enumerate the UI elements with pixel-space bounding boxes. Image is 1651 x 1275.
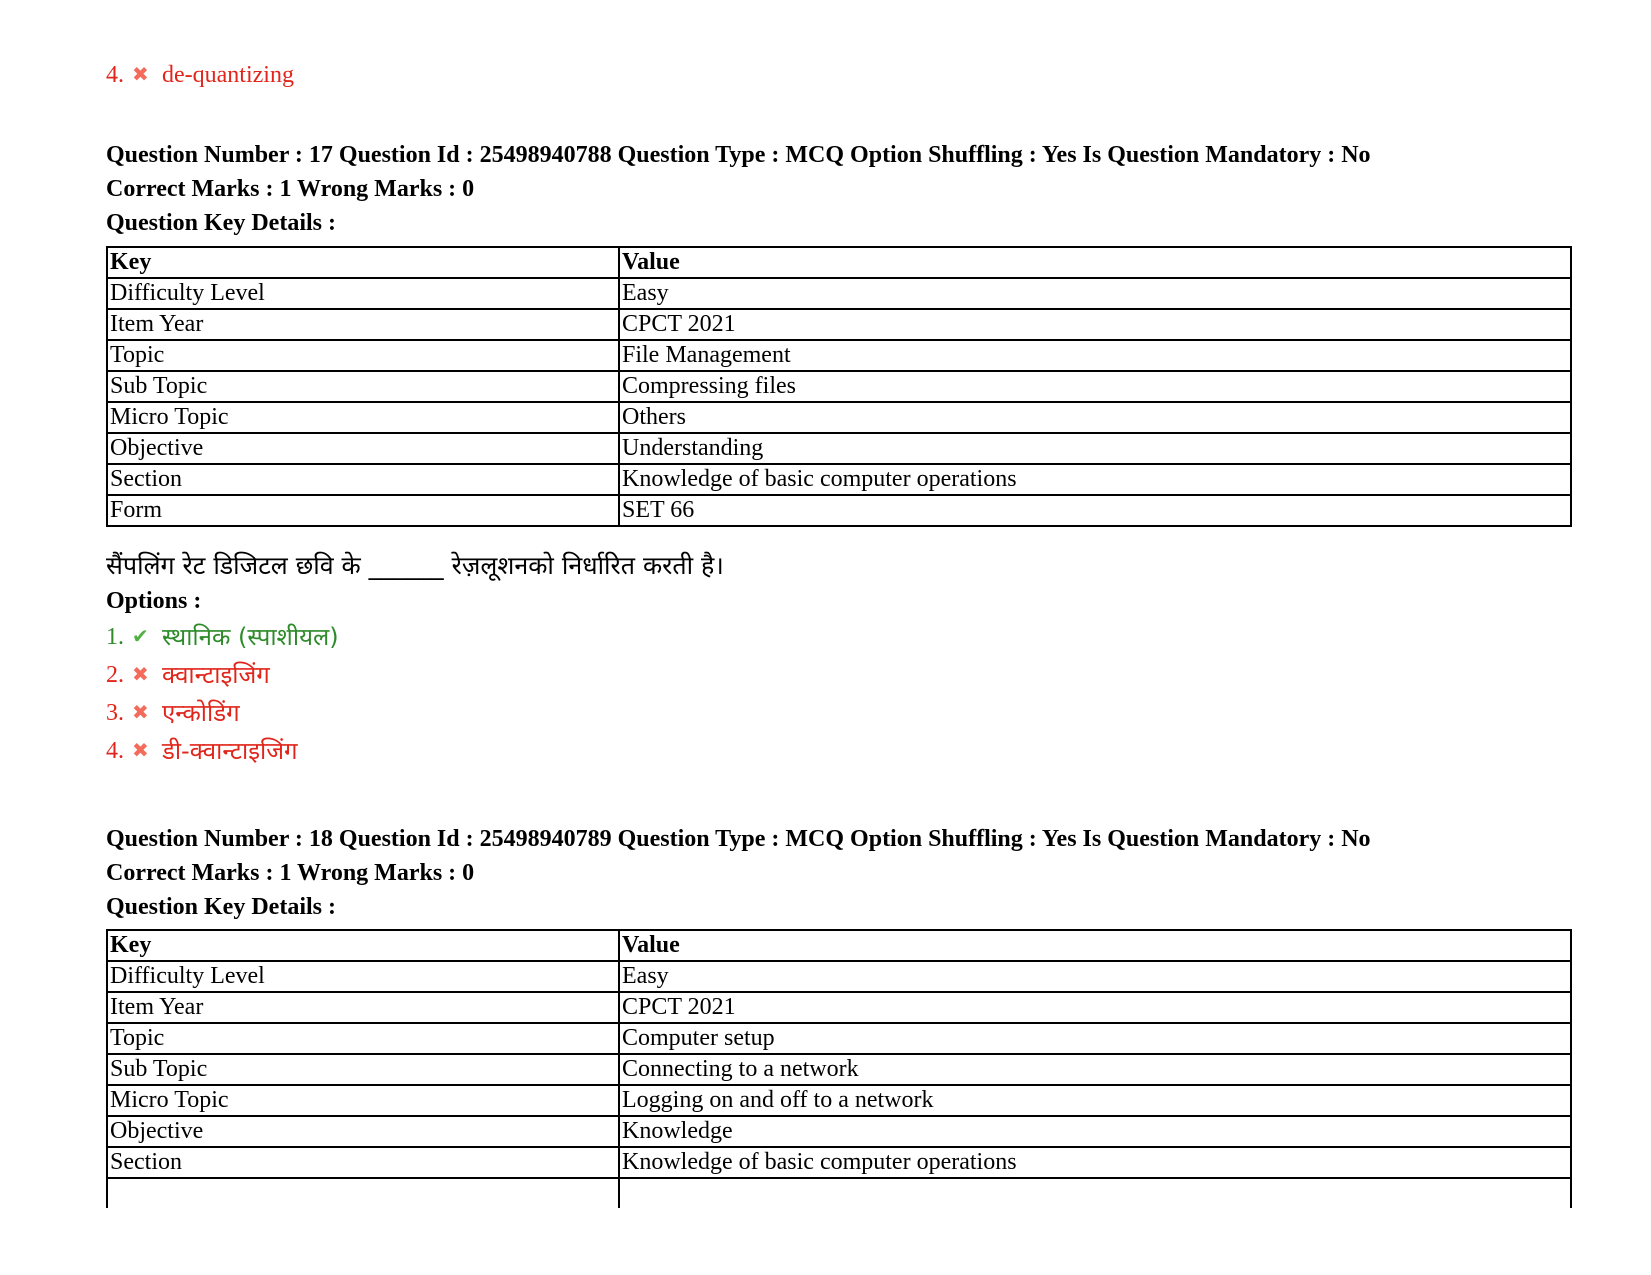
table-row	[107, 495, 1571, 526]
table-row	[107, 1023, 1571, 1054]
value-cell: Knowledge of basic computer operations	[619, 464, 1571, 495]
value-cell: Easy	[619, 961, 1571, 992]
marks-line: Correct Marks : 1 Wrong Marks : 0	[106, 176, 475, 202]
marks-line: Correct Marks : 1 Wrong Marks : 0	[106, 860, 475, 886]
option-number: 1.	[106, 624, 124, 650]
question-meta-line: Question Number : 18 Question Id : 25498940789 Question Type : MCQ Option Shuffling : Yes Is Question Mandatory : No	[106, 826, 1371, 852]
question-17-body	[106, 548, 724, 770]
table-row	[107, 1116, 1571, 1147]
option-2	[106, 656, 724, 694]
table-row	[107, 1054, 1571, 1085]
value-cell: Connecting to a network	[619, 1054, 1571, 1085]
question-17-key-table	[106, 246, 1572, 527]
question-18-key-table	[106, 929, 1572, 1208]
options-label: Options :	[106, 588, 202, 614]
value-cell: Computer setup	[619, 1023, 1571, 1054]
option-4-previous-question	[106, 60, 294, 90]
key-cell: Objective	[107, 1116, 619, 1147]
key-cell: Sub Topic	[107, 371, 619, 402]
key-cell: Item Year	[107, 992, 619, 1023]
key-cell: Topic	[107, 1023, 619, 1054]
table-row	[107, 1085, 1571, 1116]
table-header-row	[107, 930, 1571, 961]
value-cell: Compressing files	[619, 371, 1571, 402]
header-key: Key	[107, 247, 619, 278]
question-text: सैंपलिंग रेट डिजिटल छवि के ______ रेज़लूशनको निर्धारित करती है।	[106, 551, 724, 580]
cross-icon: ✖	[132, 702, 149, 724]
key-cell-empty	[107, 1178, 619, 1208]
table-row	[107, 371, 1571, 402]
option-number: 4.	[106, 62, 124, 88]
option-1	[106, 618, 724, 656]
value-cell: SET 66	[619, 495, 1571, 526]
key-cell: Micro Topic	[107, 1085, 619, 1116]
key-cell: Form	[107, 495, 619, 526]
value-cell: CPCT 2021	[619, 309, 1571, 340]
table-row	[107, 992, 1571, 1023]
question-18-header	[106, 822, 1371, 924]
table-header-row	[107, 247, 1571, 278]
option-number: 4.	[106, 738, 124, 764]
question-meta-line: Question Number : 17 Question Id : 25498940788 Question Type : MCQ Option Shuffling : Yes Is Question Mandatory : No	[106, 142, 1371, 168]
key-cell: Section	[107, 464, 619, 495]
header-key: Key	[107, 930, 619, 961]
option-text: de-quantizing	[162, 62, 294, 88]
table-row	[107, 464, 1571, 495]
value-cell: Others	[619, 402, 1571, 433]
key-details-heading: Question Key Details :	[106, 210, 336, 236]
key-cell: Micro Topic	[107, 402, 619, 433]
key-cell: Topic	[107, 340, 619, 371]
value-cell: Knowledge	[619, 1116, 1571, 1147]
key-cell: Difficulty Level	[107, 278, 619, 309]
table-row	[107, 278, 1571, 309]
value-cell-empty	[619, 1178, 1571, 1208]
option-text: डी-क्वान्टाइजिंग	[162, 737, 298, 765]
table-row-cut-off	[107, 1178, 1571, 1208]
cross-icon: ✖	[132, 64, 149, 86]
table-row	[107, 309, 1571, 340]
key-details-heading: Question Key Details :	[106, 894, 336, 920]
check-icon: ✔	[132, 626, 149, 648]
option-text: स्थानिक (स्पाशीयल)	[162, 623, 339, 651]
option-4	[106, 732, 724, 770]
option-3	[106, 694, 724, 732]
table-row	[107, 402, 1571, 433]
header-value: Value	[619, 247, 1571, 278]
key-cell: Objective	[107, 433, 619, 464]
table-row	[107, 961, 1571, 992]
key-cell: Difficulty Level	[107, 961, 619, 992]
cross-icon: ✖	[132, 664, 149, 686]
option-number: 3.	[106, 700, 124, 726]
key-cell: Item Year	[107, 309, 619, 340]
option-text: एन्कोडिंग	[162, 699, 240, 727]
key-cell: Sub Topic	[107, 1054, 619, 1085]
value-cell: Knowledge of basic computer operations	[619, 1147, 1571, 1178]
value-cell: CPCT 2021	[619, 992, 1571, 1023]
table-row	[107, 433, 1571, 464]
cross-icon: ✖	[132, 740, 149, 762]
table-row	[107, 340, 1571, 371]
value-cell: Easy	[619, 278, 1571, 309]
option-number: 2.	[106, 662, 124, 688]
question-17-header	[106, 138, 1371, 240]
value-cell: File Management	[619, 340, 1571, 371]
option-text: क्वान्टाइजिंग	[162, 661, 270, 689]
value-cell: Logging on and off to a network	[619, 1085, 1571, 1116]
value-cell: Understanding	[619, 433, 1571, 464]
table-row	[107, 1147, 1571, 1178]
key-cell: Section	[107, 1147, 619, 1178]
header-value: Value	[619, 930, 1571, 961]
